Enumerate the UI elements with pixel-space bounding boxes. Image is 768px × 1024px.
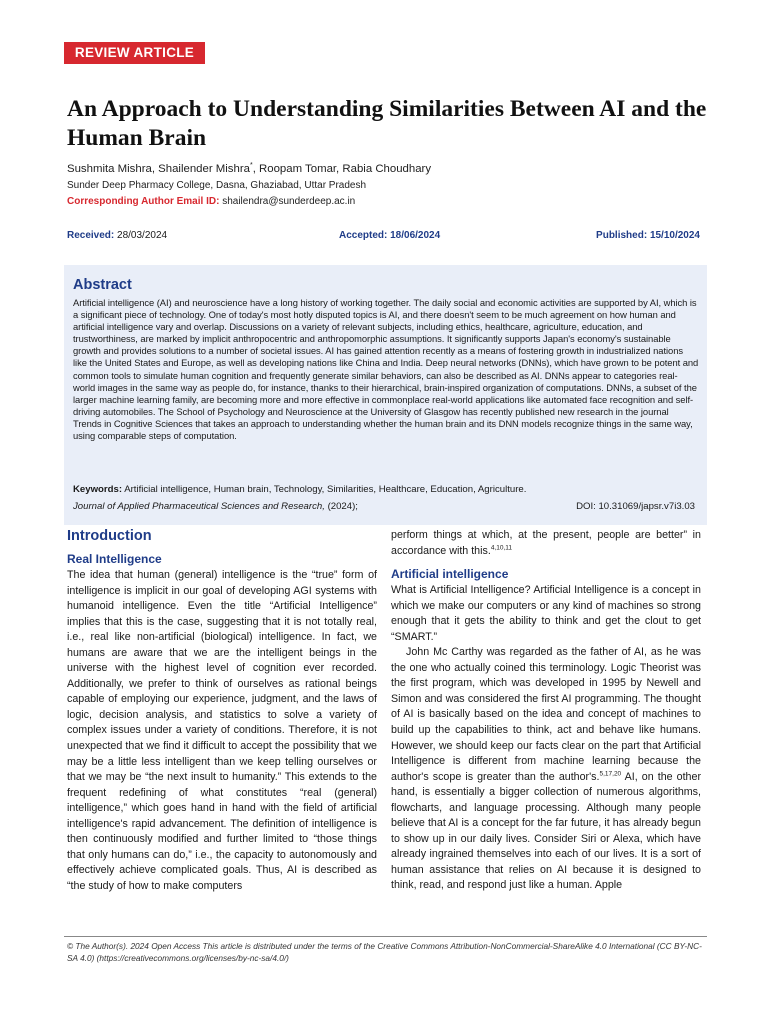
- keywords: [73, 484, 699, 496]
- affiliation: Sunder Deep Pharmacy College, Dasna, Ghaziabad, Uttar Pradesh: [67, 180, 367, 191]
- artificial-intelligence-heading: Artificial intelligence: [391, 567, 509, 582]
- license-footer: © The Author(s). 2024 Open Access This article is distributed under the terms of the Creative Commons Attribution-NonCommercial-ShareAlike 4.0 International (CC BY-NC-SA 4.0) (https://creativecommons.org/licenses/by-nc-sa/4.0/): [67, 941, 702, 963]
- left-column: [67, 528, 377, 894]
- continued-text: perform things at which, at the present, people are better” in accordance with this.: [391, 529, 701, 557]
- keywords-list: Artificial intelligence, Human brain, Technology, Similarities, Healthcare, Education, Agriculture.: [124, 484, 527, 495]
- real-intelligence-heading: Real Intelligence: [67, 552, 162, 566]
- right-column: [391, 528, 701, 894]
- accepted-date: Accepted: 18/06/2024: [339, 230, 441, 241]
- continued-paragraph: [391, 528, 701, 559]
- ai-history-paragraph: [391, 645, 701, 894]
- corresponding-author-mark: *: [249, 162, 253, 170]
- received-value: 28/03/2024: [117, 230, 168, 241]
- author-list: [67, 163, 431, 175]
- article-title: An Approach to Understanding Similarities Between AI and the Human Brain: [67, 96, 707, 151]
- published-date: Published: 15/10/2024: [596, 230, 700, 241]
- doi[interactable]: DOI: 10.31069/japsr.v7i3.03: [576, 501, 695, 512]
- journal-citation: [73, 501, 358, 512]
- email-label: Corresponding Author Email ID:: [67, 196, 220, 207]
- received-label: Received:: [67, 230, 115, 241]
- ai-history-text-2: AI, on the other hand, is essentially a bigger collection of numerous algorithms, flowcharts, and language processing. Although many people believe that AI is a concept for the far future, it has already begun to show up in our daily lives. Consider Siri or Alexa, which have already ingrained themselves into each of our lives. It is a sort of human assistance that relies on AI because it is designed to think, read, and respond just like a human. Apple: [391, 770, 701, 892]
- corresponding-email: [67, 196, 355, 207]
- abstract-heading: Abstract: [73, 277, 132, 293]
- ai-history-text-1: John Mc Carthy was regarded as the father of AI, as he was the one who actually coined this terminology. Logic Theorist was the first program, which was developed in 1995 by Newell and Simon and was considered the first AI programming. The thought of AI is basically based on the idea and concept of machines to build up the capabilities to think, act and behave like humans. However, we should keep our facts clear on the part that Artificial Intelligence is different from machine learning because the author's scope is greater than the author's.: [391, 646, 701, 783]
- article-type-badge: REVIEW ARTICLE: [64, 42, 205, 64]
- reference-citation[interactable]: 4,10,11: [490, 543, 513, 551]
- journal-name: Journal of Applied Pharmaceutical Sciences and Research,: [73, 501, 325, 512]
- introduction-heading: Introduction: [67, 528, 152, 544]
- journal-year: (2024);: [327, 501, 358, 512]
- keywords-label: Keywords:: [73, 484, 123, 495]
- author-names-1: Sushmita Mishra, Shailender Mishra: [67, 163, 250, 175]
- reference-citation[interactable]: 5,17,20: [599, 770, 622, 778]
- footer-divider: [64, 936, 707, 937]
- received-date: [67, 230, 167, 241]
- article-dates: [67, 230, 700, 244]
- ai-definition-paragraph: What is Artificial Intelligence? Artificial Intelligence is a concept in which we make our computers or any kind of machines so strong enough that it gets the ability to think and get the clout to get “SMART.”: [391, 584, 701, 643]
- email-link[interactable]: shailendra@sunderdeep.ac.in: [222, 196, 356, 207]
- abstract-text: Artificial intelligence (AI) and neuroscience have a long history of working together. The daily social and economic activities are supported by AI, which is a significant piece of technology. One of today's most hotly disputed topics is AI, and there doesn't seem to be much agreement on how human and artificial intelligence vary and overlap. Discussions on a variety of relevant subjects, including ethics, healthcare, agriculture, education, and trustworthiness, are marked by implicit anthropocentric and anthropomorphic assumptions. It significantly supports Japan's economy's sustainable growth and provides solutions to a number of societal issues. AI has gained attention recently as a means of fostering growth in industrialized nations like the United States and Europe, as well as developing nations like China and India. Deep neural networks (DNNs), which have grown to be potent and common tools to simulate human cognition and frequently generate similar behaviors, can also be described as AI. DNNs appear to categories real-world images in the same way as people do, for instance, thanks to their hierarchical, brain-inspired organization of computations. DNNs, a subset of the larger machine learning family, are becoming more and more effective in commonplace real-world applications like automated face recognition and self-driving automobiles. The School of Psychology and Neuroscience at the University of Glasgow has recently published new research in the journal Trends in Cognitive Sciences that takes an approach to understanding whether the human brain and its DNN models recognize things in the same way, using comparable steps of computation.: [73, 297, 699, 442]
- real-intelligence-paragraph: The idea that human (general) intelligence is the “true” form of intelligence is implicit in our goal of developing AGI systems with humanoid intelligence. Even the title “Artificial Intelligence” implies that this is the case, suggesting that it is not totally real, i.e., real like non-artificial (biological) intelligence. In fact, we humans are aware that we are the intelligent beings in the universe with the highest level of cognition ever recorded. Additionally, we prefer to think of ourselves as rational beings capable of employing our experience, judgment, and the laws of logic, decision analysis, and statistics to solve a variety of complex issues under a variety of conditions. Therefore, it is not unexpected that we find it difficult to accept the possibility that we may be a little less intelligent than we keep telling ourselves or that we may be “the next insult to humanity.” This extends to the frequent redefining of what constitutes “real (general) intelligence,” which goes hand in hand with the field of artificial intelligence's rapid advancement. The definition of intelligence is then continuously modified and further limited to “those things that only humans can do,” i.e., the capacity to autonomously and effectively achieve complicated goals. Thus, AI is described as “the study of how to make computers: [67, 569, 377, 892]
- author-names-2: , Roopam Tomar, Rabia Choudhary: [252, 163, 432, 175]
